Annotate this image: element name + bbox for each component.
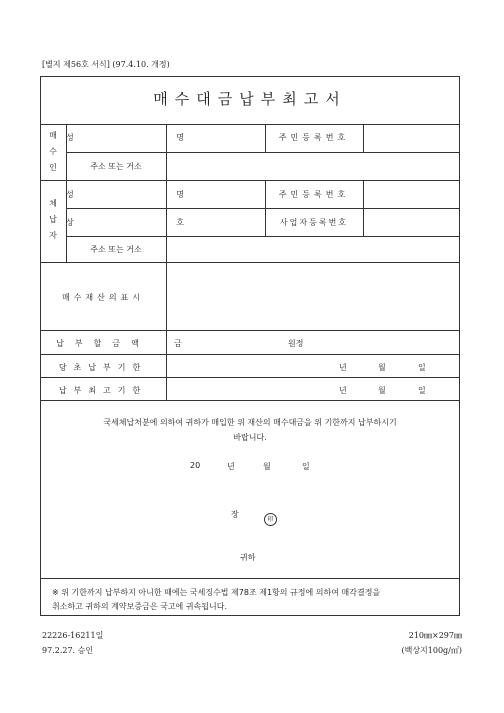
property-field[interactable] [167, 263, 460, 330]
delinquent-address-field[interactable] [167, 237, 460, 262]
final-due-field[interactable] [167, 378, 460, 400]
issue-day: 일 [302, 462, 310, 471]
delinquent-rrn-field[interactable] [364, 181, 460, 208]
footnote: ※ 위 기한까지 납부하지 아니한 때에는 국세징수법 제78조 제1항의 규정에 의하여 매각결정을 취소하고 귀하의 계약보증금은 국고에 귀속됩니다. [52, 588, 381, 611]
amount-label: 납부할금액 [56, 339, 150, 348]
delinquent-group-label: 체 납 자 [49, 199, 57, 240]
notice-body: 국세체납처분에 의하여 귀하가 매입한 위 재산의 매수대금을 위 기한까지 납부하시기 바랍니다. [103, 418, 397, 442]
buyer-address-label: 주소 또는 거소 [90, 162, 142, 171]
buyer-group-label: 매 수 인 [49, 131, 57, 172]
buyer-name-label: 성 명 [66, 133, 234, 142]
delinquent-name-field[interactable] [167, 181, 265, 208]
form-number-note: [별지 제56호 서식] (97.4.10. 개정) [42, 60, 170, 69]
buyer-rrn-field[interactable] [364, 125, 460, 152]
buyer-rrn-label: 주민등록번호 [278, 133, 350, 142]
footer-right-line-2: (백상지100g/㎡) [401, 646, 462, 655]
issue-year-prefix: 20 [190, 461, 201, 470]
final-due-year: 년 [339, 386, 347, 395]
delinquent-biz-no-label: 사업자등록번호 [279, 218, 349, 227]
form-title: 매수대금납부최고서 [153, 90, 347, 108]
seal-icon: 印 [264, 513, 277, 526]
divider [40, 578, 460, 579]
seal-mark [264, 506, 277, 526]
buyer-address-field[interactable] [167, 153, 460, 180]
amount-prefix: 금 [174, 339, 182, 348]
delinquent-name-label: 성 명 [66, 190, 234, 199]
delinquent-trade-name-field[interactable] [167, 209, 265, 236]
amount-suffix: 원정 [288, 339, 304, 348]
original-due-year: 년 [339, 363, 347, 372]
final-due-month: 월 [378, 386, 386, 395]
buyer-name-field[interactable] [167, 125, 265, 152]
original-due-label: 당초납부기한 [58, 363, 148, 372]
final-due-label: 납부최고기한 [58, 386, 148, 395]
delinquent-biz-no-field[interactable] [364, 209, 460, 236]
delinquent-address-label: 주소 또는 거소 [90, 245, 142, 254]
footer-right-line-1: 210㎜×297㎜ [408, 631, 462, 640]
issue-month: 월 [263, 462, 271, 471]
issue-year: 년 [227, 462, 235, 471]
recipient: 귀하 [240, 553, 256, 562]
property-label: 매수재산의표시 [61, 293, 145, 302]
original-due-day: 일 [418, 363, 426, 372]
delinquent-trade-name-label: 상 호 [66, 218, 234, 227]
final-due-day: 일 [418, 386, 426, 395]
amount-field[interactable] [190, 331, 278, 354]
signer-title: 장 [231, 510, 239, 519]
delinquent-rrn-label: 주민등록번호 [278, 190, 350, 199]
footer-left-line-1: 22226-16211일 [42, 631, 104, 640]
original-due-month: 월 [378, 363, 386, 372]
original-due-field[interactable] [167, 355, 460, 377]
footer-left-line-2: 97.2.27. 승인 [42, 646, 94, 655]
divider [40, 400, 460, 401]
